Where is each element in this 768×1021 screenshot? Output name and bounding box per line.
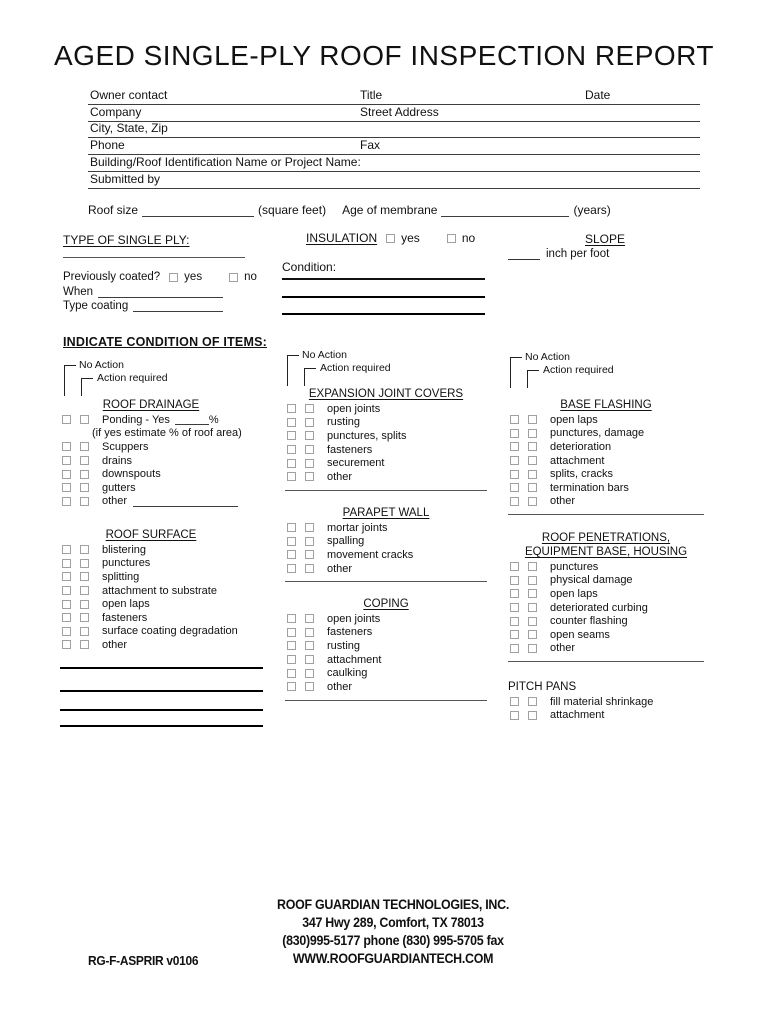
- action-required-checkbox[interactable]: [80, 415, 89, 424]
- condition-field-line[interactable]: [282, 313, 485, 315]
- no-action-checkbox[interactable]: [62, 497, 71, 506]
- submitted-by-label: Submitted by: [90, 171, 161, 186]
- item-label: punctures, damage: [550, 427, 645, 440]
- item-label: fasteners: [327, 626, 373, 639]
- owner-contact-label: Owner contact: [90, 87, 168, 102]
- no-action-checkbox[interactable]: [510, 562, 519, 571]
- action-required-checkbox[interactable]: [305, 550, 314, 559]
- no-action-checkbox[interactable]: [287, 418, 296, 427]
- base-flashing-section: [508, 399, 704, 515]
- item-label: other: [550, 495, 576, 508]
- roof-penetrations-heading: ROOF PENETRATIONS,: [541, 532, 671, 544]
- checklist-item: [60, 481, 242, 495]
- no-action-checkbox[interactable]: [62, 600, 71, 609]
- action-required-checkbox[interactable]: [528, 711, 537, 720]
- notes-field-line[interactable]: [60, 725, 263, 727]
- company-name: ROOF GUARDIAN TECHNOLOGIES, INC.: [277, 897, 509, 912]
- no-action-checkbox[interactable]: [287, 537, 296, 546]
- no-action-checkbox[interactable]: [510, 483, 519, 492]
- contact-table: [88, 88, 700, 189]
- roof-drainage-section: [60, 399, 242, 508]
- item-label: securement: [327, 457, 385, 470]
- checklist-item: [508, 695, 704, 709]
- action-required-checkbox[interactable]: [305, 655, 314, 664]
- item-label: spalling: [327, 535, 365, 548]
- item-label: caulking: [327, 667, 368, 680]
- pitch-pans-heading: PITCH PANS: [508, 681, 577, 693]
- ponding-percent-field-line[interactable]: [175, 414, 209, 425]
- action-required-checkbox[interactable]: [80, 627, 89, 636]
- checklist-item: [285, 639, 487, 653]
- checklist-item: [508, 642, 704, 656]
- no-action-bracket: [510, 357, 522, 388]
- street-address-label: Street Address: [360, 104, 439, 119]
- insulation-block: [282, 231, 485, 315]
- action-required-checkbox[interactable]: [80, 442, 89, 451]
- checklist-item: [60, 440, 242, 454]
- item-label: splitting: [102, 570, 140, 583]
- action-required-checkbox[interactable]: [305, 418, 314, 427]
- no-action-checkbox[interactable]: [287, 523, 296, 532]
- item-label: open joints: [327, 612, 381, 625]
- slope-block: [505, 232, 705, 260]
- item-label: other: [550, 642, 576, 655]
- checklist-item: [60, 625, 242, 639]
- checklist-item: [508, 481, 704, 495]
- action-required-bracket: [81, 378, 93, 396]
- checklist-item: [285, 443, 487, 457]
- company-row[interactable]: [88, 105, 700, 122]
- item-label: punctures: [102, 557, 151, 570]
- yes-label: yes: [401, 231, 420, 245]
- action-required-bracket: [304, 368, 316, 386]
- coping-section: [285, 598, 487, 701]
- item-label: downspouts: [102, 468, 161, 481]
- action-required-checkbox[interactable]: [80, 586, 89, 595]
- when-field-line[interactable]: [98, 285, 223, 298]
- action-required-label: Action required: [320, 362, 391, 374]
- checkbox-legend: [506, 351, 661, 393]
- action-required-checkbox[interactable]: [80, 470, 89, 479]
- section-field-line[interactable]: [508, 514, 704, 515]
- checklist-item: [285, 653, 487, 667]
- type-coating-field-line[interactable]: [133, 299, 223, 312]
- other-field-line[interactable]: [133, 496, 238, 507]
- item-label: rusting: [327, 639, 361, 652]
- item-label: mortar joints: [327, 521, 388, 534]
- item-label: other: [327, 680, 353, 693]
- action-required-label: Action required: [543, 364, 614, 376]
- item-label: other: [102, 495, 128, 508]
- checklist-item: [508, 574, 704, 588]
- checklist-item: [508, 560, 704, 574]
- checklist-item: [285, 666, 487, 680]
- checklist-item: [285, 470, 487, 484]
- slope-heading: SLOPE: [584, 232, 626, 246]
- action-required-checkbox[interactable]: [528, 483, 537, 492]
- item-label: open laps: [550, 587, 598, 600]
- parapet-wall-section: [285, 507, 487, 582]
- action-required-checkbox[interactable]: [528, 456, 537, 465]
- checklist-item: [60, 570, 242, 584]
- action-required-label: Action required: [97, 372, 168, 384]
- company-phone-fax: (830)995-5177 phone (830) 995-5705 fax: [282, 933, 504, 948]
- type-coating-label: Type coating: [63, 300, 129, 312]
- item-label: other: [327, 470, 353, 483]
- item-label: attachment: [550, 709, 605, 722]
- no-action-checkbox[interactable]: [62, 572, 71, 581]
- no-action-checkbox[interactable]: [510, 617, 519, 626]
- no-action-checkbox[interactable]: [287, 564, 296, 573]
- condition-field-line[interactable]: [282, 296, 485, 298]
- no-action-checkbox[interactable]: [287, 445, 296, 454]
- item-label: open laps: [102, 598, 150, 611]
- company-label: Company: [90, 104, 142, 119]
- date-label: Date: [585, 87, 611, 102]
- action-required-checkbox[interactable]: [305, 669, 314, 678]
- no-action-checkbox[interactable]: [62, 559, 71, 568]
- years-label: (years): [573, 203, 611, 217]
- no-action-checkbox[interactable]: [62, 415, 71, 424]
- checkbox-legend: [60, 359, 215, 401]
- no-action-checkbox[interactable]: [287, 431, 296, 440]
- no-action-checkbox[interactable]: [287, 628, 296, 637]
- type-coating-row: [63, 298, 223, 313]
- action-required-checkbox[interactable]: [528, 429, 537, 438]
- checklist-item: [60, 597, 242, 611]
- owner-contact-row[interactable]: [88, 88, 700, 105]
- item-label: other: [327, 562, 353, 575]
- action-required-bracket: [527, 370, 539, 388]
- checklist-item: [508, 628, 704, 642]
- item-label: physical damage: [550, 574, 633, 587]
- roof-size-field-line[interactable]: [142, 204, 254, 217]
- checklist-item: [60, 543, 242, 557]
- pitch-pans-section: [508, 681, 704, 722]
- checklist-item: [508, 467, 704, 481]
- no-action-checkbox[interactable]: [510, 589, 519, 598]
- no-action-checkbox[interactable]: [510, 456, 519, 465]
- checklist-item: [285, 562, 487, 576]
- condition-label: Condition:: [282, 260, 337, 274]
- checklist-item: [60, 584, 242, 598]
- submitted-by-row[interactable]: [88, 172, 700, 189]
- no-action-checkbox[interactable]: [510, 603, 519, 612]
- item-label: deterioration: [550, 440, 612, 453]
- action-required-checkbox[interactable]: [80, 613, 89, 622]
- item-label: attachment: [550, 454, 605, 467]
- action-required-checkbox[interactable]: [305, 682, 314, 691]
- action-required-checkbox[interactable]: [528, 644, 537, 653]
- city-state-zip-label: City, State, Zip: [90, 121, 168, 136]
- previously-coated-label: Previously coated?: [63, 271, 161, 283]
- item-label: fasteners: [327, 443, 373, 456]
- company-website: WWW.ROOFGUARDIANTECH.COM: [292, 951, 494, 966]
- checklist-item: [60, 557, 242, 571]
- action-required-checkbox[interactable]: [305, 459, 314, 468]
- form-code: RG-F-ASPRIR v0106: [88, 953, 199, 968]
- when-label: When: [63, 285, 94, 298]
- coping-heading: COPING: [363, 598, 409, 610]
- action-required-checkbox[interactable]: [80, 572, 89, 581]
- action-required-checkbox[interactable]: [528, 697, 537, 706]
- section-field-line[interactable]: [285, 700, 487, 701]
- no-action-checkbox[interactable]: [287, 682, 296, 691]
- checklist-item: [508, 709, 704, 723]
- phone-label: Phone: [90, 138, 125, 153]
- expansion-joint-covers-heading: EXPANSION JOINT COVERS: [308, 388, 464, 400]
- no-action-checkbox[interactable]: [510, 415, 519, 424]
- action-required-checkbox[interactable]: [80, 456, 89, 465]
- action-required-checkbox[interactable]: [80, 640, 89, 649]
- roof-surface-heading: ROOF SURFACE: [105, 529, 197, 541]
- no-action-checkbox[interactable]: [62, 586, 71, 595]
- age-field-line[interactable]: [441, 204, 569, 217]
- checklist-item: [285, 429, 487, 443]
- roof-drainage-heading: ROOF DRAINAGE: [102, 399, 200, 411]
- no-action-checkbox[interactable]: [510, 497, 519, 506]
- notes-lines-block: [60, 662, 263, 727]
- previously-coated-yes-checkbox[interactable]: [169, 273, 178, 282]
- action-required-checkbox[interactable]: [305, 614, 314, 623]
- no-action-bracket: [287, 355, 299, 386]
- no-action-checkbox[interactable]: [62, 613, 71, 622]
- action-required-checkbox[interactable]: [305, 472, 314, 481]
- item-label: open joints: [327, 402, 381, 415]
- action-required-checkbox[interactable]: [80, 559, 89, 568]
- action-required-checkbox[interactable]: [305, 445, 314, 454]
- no-action-label: No Action: [302, 349, 347, 361]
- action-required-checkbox[interactable]: [305, 431, 314, 440]
- checkbox-legend: [283, 349, 438, 391]
- section-field-line[interactable]: [285, 581, 487, 582]
- action-required-checkbox[interactable]: [528, 617, 537, 626]
- roof-penetrations-section: [508, 532, 704, 662]
- base-flashing-heading: BASE FLASHING: [560, 399, 652, 411]
- section-field-line[interactable]: [285, 490, 487, 491]
- no-action-bracket: [64, 365, 76, 396]
- inch-per-foot-label: inch per foot: [546, 248, 610, 260]
- no-action-checkbox[interactable]: [510, 711, 519, 720]
- item-label: movement cracks: [327, 548, 414, 561]
- no-action-checkbox[interactable]: [62, 545, 71, 554]
- action-required-checkbox[interactable]: [80, 600, 89, 609]
- expansion-joint-covers-section: [285, 388, 487, 491]
- checklist-item: [508, 440, 704, 454]
- action-required-checkbox[interactable]: [305, 628, 314, 637]
- building-id-row[interactable]: [88, 155, 700, 172]
- action-required-checkbox[interactable]: [305, 404, 314, 413]
- action-required-checkbox[interactable]: [528, 442, 537, 451]
- item-label: punctures: [550, 560, 599, 573]
- item-label: other: [102, 638, 128, 651]
- checklist-item: [60, 638, 242, 652]
- item-label: termination bars: [550, 481, 629, 494]
- checklist-item: [60, 454, 242, 468]
- condition-of-items-heading: INDICATE CONDITION OF ITEMS:: [63, 335, 267, 349]
- item-label: open laps: [550, 413, 598, 426]
- notes-field-line[interactable]: [60, 709, 263, 711]
- item-label: counter flashing: [550, 615, 628, 628]
- no-action-checkbox[interactable]: [62, 483, 71, 492]
- checklist-item: [508, 427, 704, 441]
- notes-field-line[interactable]: [60, 667, 263, 669]
- no-action-checkbox[interactable]: [287, 641, 296, 650]
- action-required-checkbox[interactable]: [528, 562, 537, 571]
- checklist-item: [60, 611, 242, 625]
- no-label: no: [244, 271, 257, 283]
- checklist-item-ponding: [60, 413, 242, 427]
- company-footer: [123, 896, 662, 968]
- ponding-note: (if yes estimate % of roof area): [92, 426, 242, 439]
- checklist-item: [508, 454, 704, 468]
- checklist-item: [285, 402, 487, 416]
- checklist-item: [508, 495, 704, 509]
- title-label: Title: [360, 87, 383, 102]
- roof-size-label: Roof size: [88, 203, 139, 217]
- page-title: AGED SINGLE-PLY ROOF INSPECTION REPORT: [53, 40, 715, 71]
- checklist-item: [285, 416, 487, 430]
- no-action-checkbox[interactable]: [62, 470, 71, 479]
- checklist-item: [285, 626, 487, 640]
- item-label: drains: [102, 454, 132, 467]
- roof-size-row: [88, 203, 611, 217]
- item-label: punctures, splits: [327, 429, 407, 442]
- no-action-checkbox[interactable]: [510, 470, 519, 479]
- item-label: Ponding - Yes: [102, 413, 170, 426]
- company-address: 347 Hwy 289, Comfort, TX 78013: [302, 915, 484, 930]
- no-action-checkbox[interactable]: [510, 630, 519, 639]
- action-required-checkbox[interactable]: [305, 641, 314, 650]
- item-label: Scuppers: [102, 440, 149, 453]
- item-label: attachment: [327, 653, 382, 666]
- when-row: [63, 283, 223, 298]
- item-label: surface coating degradation: [102, 625, 238, 638]
- action-required-checkbox[interactable]: [528, 589, 537, 598]
- no-action-checkbox[interactable]: [510, 697, 519, 706]
- checklist-item: [285, 456, 487, 470]
- action-required-checkbox[interactable]: [80, 497, 89, 506]
- action-required-checkbox[interactable]: [528, 576, 537, 585]
- phone-row[interactable]: [88, 138, 700, 155]
- roof-penetrations-heading-line2: EQUIPMENT BASE, HOUSING: [524, 546, 688, 558]
- no-action-checkbox[interactable]: [62, 627, 71, 636]
- insulation-no-checkbox[interactable]: [447, 234, 456, 243]
- item-label: attachment to substrate: [102, 584, 217, 597]
- no-action-checkbox[interactable]: [287, 404, 296, 413]
- no-label: no: [461, 231, 476, 245]
- action-required-checkbox[interactable]: [528, 470, 537, 479]
- checklist-item-other: [60, 495, 242, 509]
- city-state-zip-row[interactable]: [88, 122, 700, 139]
- previously-coated-no-checkbox[interactable]: [229, 273, 238, 282]
- action-required-checkbox[interactable]: [305, 564, 314, 573]
- parapet-wall-heading: PARAPET WALL: [342, 507, 430, 519]
- percent-sign: %: [208, 413, 219, 426]
- checklist-item: [285, 521, 487, 535]
- yes-label: yes: [184, 271, 203, 283]
- no-action-checkbox[interactable]: [62, 640, 71, 649]
- checklist-item: [285, 612, 487, 626]
- item-label: fasteners: [102, 611, 148, 624]
- no-action-label: No Action: [525, 351, 570, 363]
- no-action-checkbox[interactable]: [510, 429, 519, 438]
- action-required-checkbox[interactable]: [305, 523, 314, 532]
- checklist-item: [508, 587, 704, 601]
- item-label: splits, cracks: [550, 468, 613, 481]
- slope-field-line[interactable]: [508, 248, 540, 260]
- condition-row[interactable]: [282, 260, 485, 280]
- no-action-checkbox[interactable]: [287, 669, 296, 678]
- no-action-label: No Action: [79, 359, 124, 371]
- item-label: rusting: [327, 416, 361, 429]
- single-ply-block: [63, 233, 263, 312]
- action-required-checkbox[interactable]: [528, 497, 537, 506]
- checklist-item: [60, 467, 242, 481]
- action-required-checkbox[interactable]: [305, 537, 314, 546]
- checklist-item: [285, 535, 487, 549]
- section-field-line[interactable]: [508, 661, 704, 662]
- no-action-checkbox[interactable]: [287, 472, 296, 481]
- square-feet-label: (square feet): [258, 203, 327, 217]
- slope-value-row: [505, 248, 705, 260]
- checklist-item: [285, 548, 487, 562]
- previously-coated-row: [63, 271, 263, 283]
- insulation-heading: INSULATION: [306, 231, 378, 245]
- type-of-single-ply-heading: TYPE OF SINGLE PLY:: [63, 233, 190, 247]
- no-action-checkbox[interactable]: [62, 456, 71, 465]
- no-action-checkbox[interactable]: [510, 644, 519, 653]
- single-ply-field-line[interactable]: [63, 257, 245, 258]
- action-required-checkbox[interactable]: [80, 483, 89, 492]
- action-required-checkbox[interactable]: [528, 630, 537, 639]
- no-action-checkbox[interactable]: [62, 442, 71, 451]
- checklist-item: [285, 680, 487, 694]
- insulation-row: [282, 231, 485, 245]
- no-action-checkbox[interactable]: [287, 614, 296, 623]
- no-action-checkbox[interactable]: [287, 550, 296, 559]
- age-of-membrane-label: Age of membrane: [342, 203, 438, 217]
- checklist-item: [508, 614, 704, 628]
- item-label: blistering: [102, 543, 147, 556]
- item-label: fill material shrinkage: [550, 695, 654, 708]
- item-label: open seams: [550, 628, 610, 641]
- action-required-checkbox[interactable]: [80, 545, 89, 554]
- item-label: gutters: [102, 481, 136, 494]
- notes-field-line[interactable]: [60, 690, 263, 692]
- no-action-checkbox[interactable]: [287, 655, 296, 664]
- no-action-checkbox[interactable]: [510, 442, 519, 451]
- building-id-label: Building/Roof Identification Name or Project Name:: [90, 154, 361, 169]
- action-required-checkbox[interactable]: [528, 415, 537, 424]
- item-label: deteriorated curbing: [550, 601, 648, 614]
- no-action-checkbox[interactable]: [287, 459, 296, 468]
- insulation-yes-checkbox[interactable]: [386, 234, 395, 243]
- roof-surface-section: [60, 529, 242, 652]
- fax-label: Fax: [360, 138, 381, 153]
- no-action-checkbox[interactable]: [510, 576, 519, 585]
- checklist-item: [508, 601, 704, 615]
- checklist-item: [508, 413, 704, 427]
- action-required-checkbox[interactable]: [528, 603, 537, 612]
